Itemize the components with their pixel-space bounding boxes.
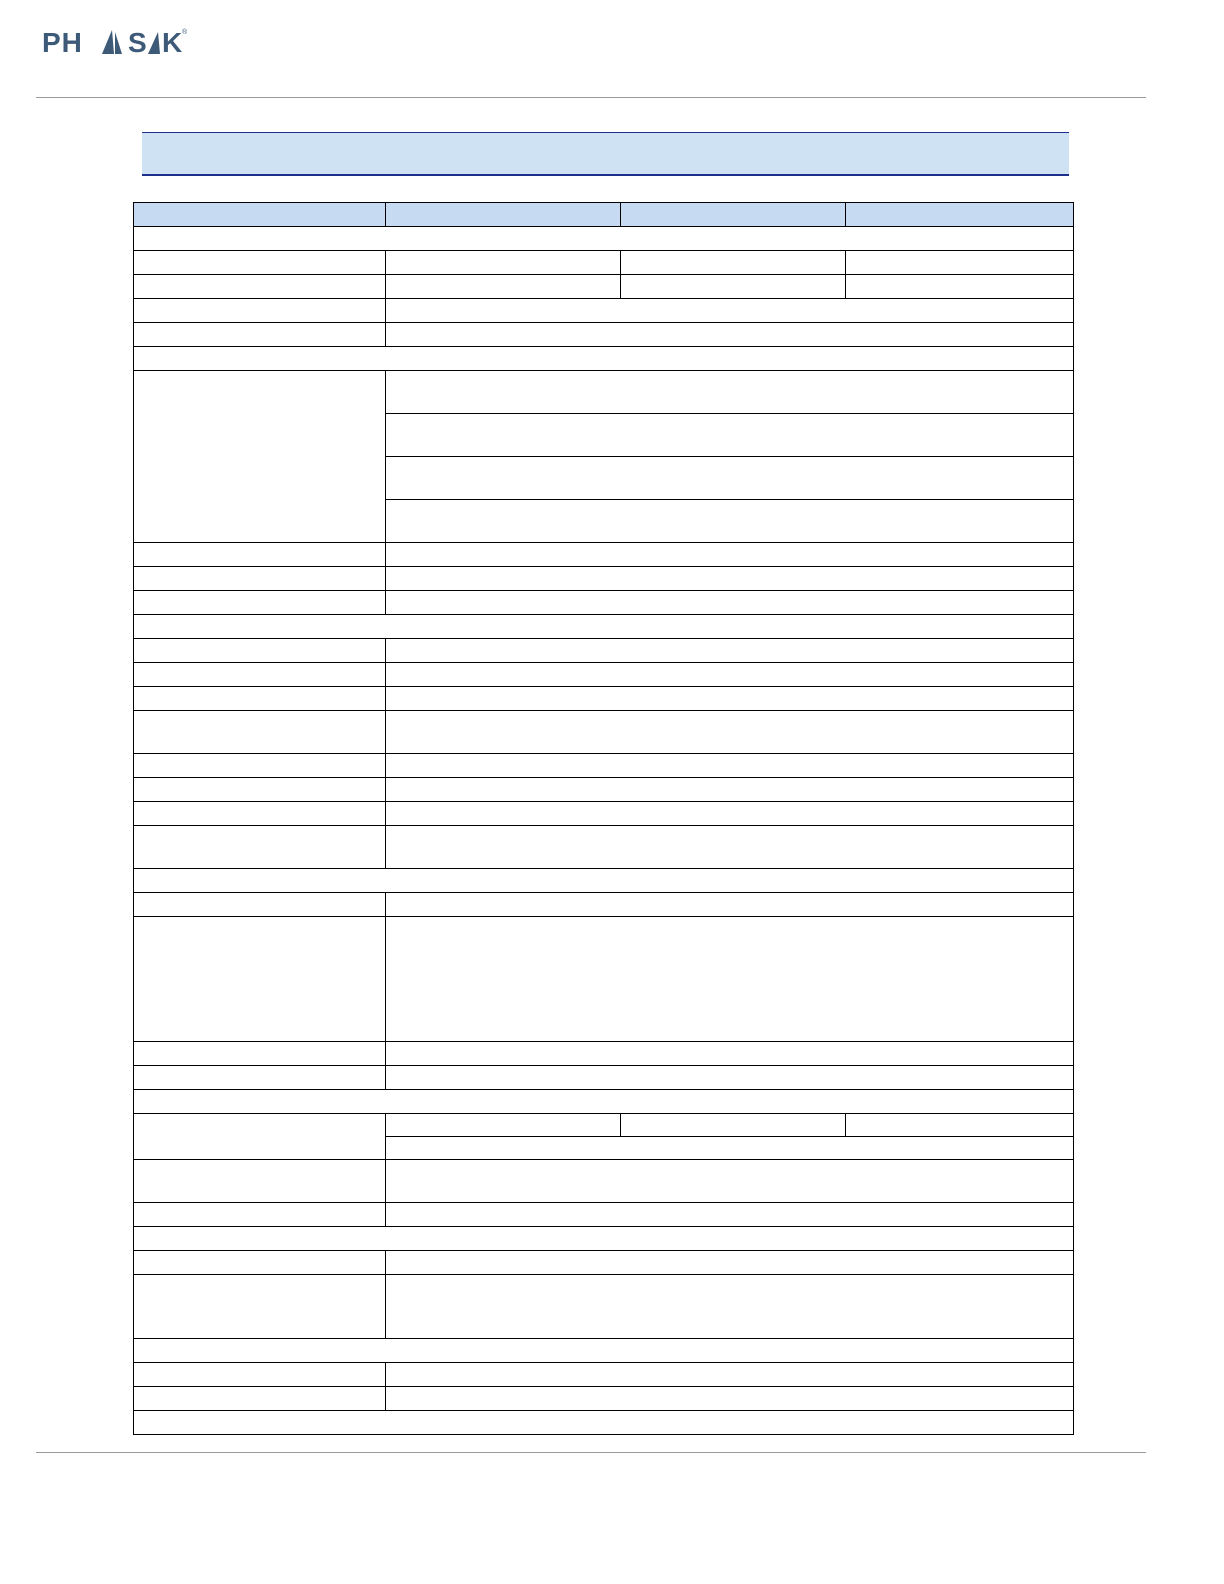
table-row — [134, 1114, 1074, 1137]
table-cell — [134, 1203, 386, 1227]
document-title-band — [142, 132, 1069, 176]
table-cell — [386, 917, 1074, 1042]
table-row — [134, 826, 1074, 869]
svg-text:PH: PH — [42, 27, 83, 58]
table-cell — [134, 917, 386, 1042]
table-cell — [134, 869, 1074, 893]
table-cell — [134, 227, 1074, 251]
table-cell — [386, 687, 1074, 711]
table-cell — [386, 414, 1074, 457]
table-row — [134, 917, 1074, 1042]
table-cell — [386, 1251, 1074, 1275]
table-cell — [386, 1042, 1074, 1066]
footer-divider — [36, 1452, 1146, 1453]
header-divider — [36, 97, 1146, 98]
table-cell — [386, 1137, 1074, 1160]
table-cell — [134, 711, 386, 754]
table-cell — [134, 1363, 386, 1387]
table-cell — [134, 663, 386, 687]
section-row — [134, 227, 1074, 251]
table-cell — [134, 1339, 1074, 1363]
svg-text:S: S — [128, 27, 148, 58]
table-cell — [386, 299, 1074, 323]
table-cell — [621, 275, 846, 299]
table-cell — [386, 251, 621, 275]
table-cell — [386, 778, 1074, 802]
table-row — [134, 591, 1074, 615]
table-cell — [134, 251, 386, 275]
table-cell — [621, 203, 846, 227]
table-cell — [386, 826, 1074, 869]
table-cell — [846, 275, 1074, 299]
table-cell — [386, 754, 1074, 778]
table-row — [134, 639, 1074, 663]
table-cell — [134, 778, 386, 802]
table-row — [134, 1251, 1074, 1275]
table-cell — [134, 1114, 386, 1160]
section-row — [134, 615, 1074, 639]
table-row — [134, 251, 1074, 275]
table-cell — [134, 371, 386, 543]
table-cell — [134, 1411, 1074, 1435]
section-row — [134, 347, 1074, 371]
table-cell — [386, 1363, 1074, 1387]
table-row — [134, 711, 1074, 754]
table-row — [134, 893, 1074, 917]
table-cell — [386, 275, 621, 299]
table-cell — [134, 1160, 386, 1203]
table-cell — [134, 203, 386, 227]
brand-logo — [42, 26, 192, 62]
svg-text:®: ® — [182, 29, 188, 36]
table-cell — [386, 1203, 1074, 1227]
table-cell — [846, 203, 1074, 227]
table-row — [134, 754, 1074, 778]
section-row — [134, 869, 1074, 893]
table-cell — [386, 639, 1074, 663]
table-row — [134, 323, 1074, 347]
table-cell — [386, 371, 1074, 414]
table-row — [134, 275, 1074, 299]
table-cell — [386, 500, 1074, 543]
table-row — [134, 1275, 1074, 1339]
table-header-row — [134, 203, 1074, 227]
table-cell — [134, 1251, 386, 1275]
table-row — [134, 371, 1074, 414]
specification-table — [133, 202, 1074, 1435]
table-cell — [386, 893, 1074, 917]
table-row — [134, 299, 1074, 323]
table-cell — [134, 1387, 386, 1411]
table-row — [134, 1203, 1074, 1227]
table-cell — [386, 543, 1074, 567]
table-cell — [134, 1066, 386, 1090]
table-cell — [134, 347, 1074, 371]
table-cell — [386, 567, 1074, 591]
table-cell — [386, 1114, 621, 1137]
table-row — [134, 778, 1074, 802]
table-cell — [134, 299, 386, 323]
table-cell — [386, 323, 1074, 347]
table-cell — [846, 251, 1074, 275]
table-row — [134, 802, 1074, 826]
table-cell — [621, 251, 846, 275]
table-cell — [134, 1275, 386, 1339]
table-row — [134, 1363, 1074, 1387]
table-cell — [621, 1114, 846, 1137]
table-cell — [134, 893, 386, 917]
svg-text:K: K — [162, 27, 184, 58]
table-cell — [386, 663, 1074, 687]
table-cell — [134, 543, 386, 567]
table-row — [134, 663, 1074, 687]
table-cell — [134, 1090, 1074, 1114]
table-cell — [386, 711, 1074, 754]
table-cell — [386, 1160, 1074, 1203]
section-row — [134, 1411, 1074, 1435]
table-cell — [386, 1275, 1074, 1339]
section-row — [134, 1227, 1074, 1251]
section-row — [134, 1090, 1074, 1114]
table-row — [134, 1160, 1074, 1203]
table-row — [134, 1387, 1074, 1411]
table-cell — [134, 323, 386, 347]
table-row — [134, 1066, 1074, 1090]
table-row — [134, 687, 1074, 711]
table-cell — [134, 826, 386, 869]
table-cell — [386, 203, 621, 227]
table-cell — [134, 567, 386, 591]
table-row — [134, 543, 1074, 567]
table-row — [134, 1042, 1074, 1066]
table-row — [134, 567, 1074, 591]
table-cell — [134, 1042, 386, 1066]
table-cell — [134, 639, 386, 663]
section-row — [134, 1339, 1074, 1363]
table-cell — [846, 1114, 1074, 1137]
table-cell — [134, 615, 1074, 639]
table-cell — [386, 1387, 1074, 1411]
table-cell — [134, 687, 386, 711]
table-cell — [386, 1066, 1074, 1090]
table-cell — [134, 802, 386, 826]
table-cell — [134, 1227, 1074, 1251]
table-cell — [134, 754, 386, 778]
table-cell — [134, 591, 386, 615]
table-cell — [134, 275, 386, 299]
table-cell — [386, 802, 1074, 826]
table-cell — [386, 457, 1074, 500]
table-cell — [386, 591, 1074, 615]
